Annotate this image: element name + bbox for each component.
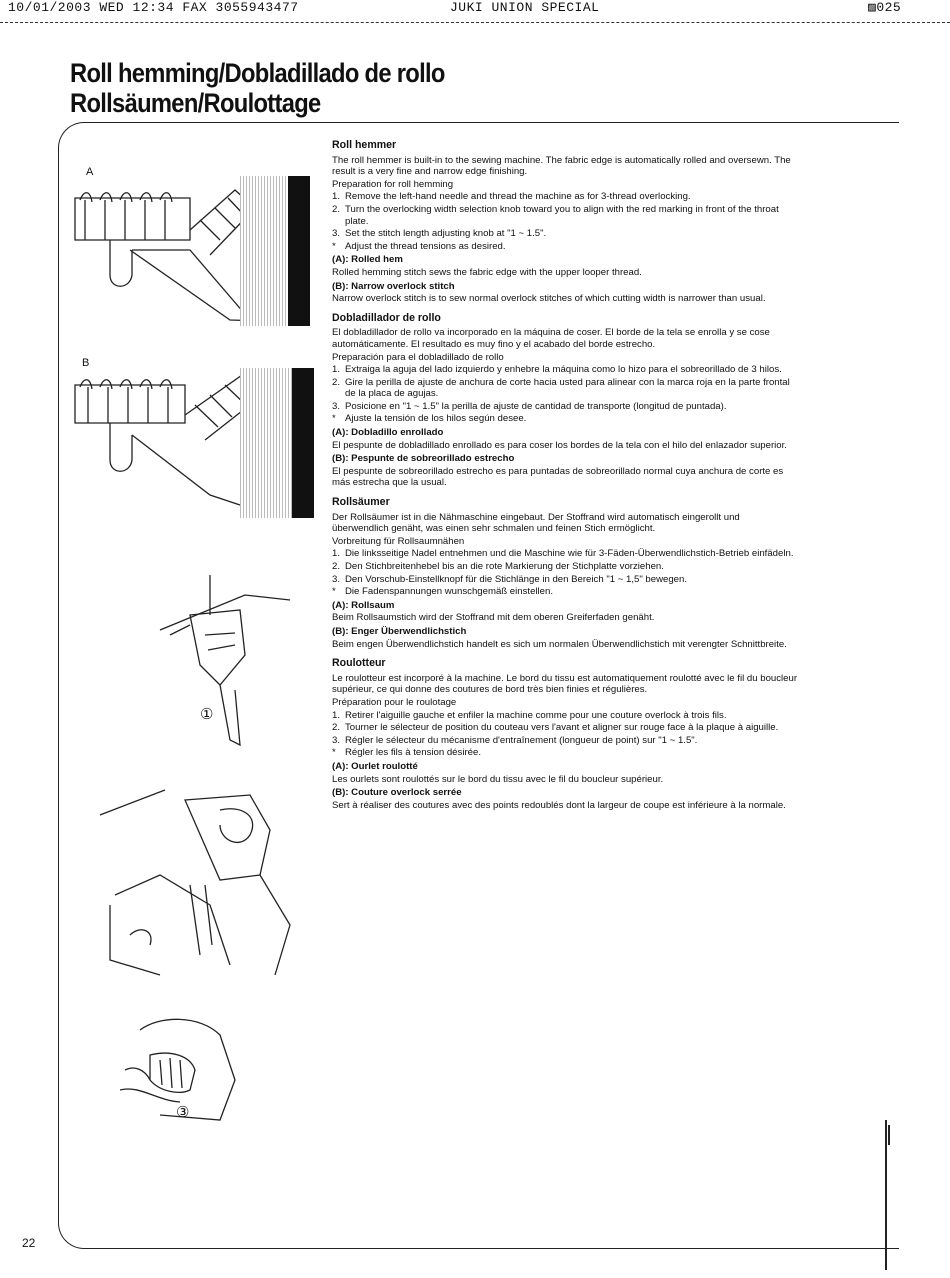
steps-list [332, 364, 798, 425]
section-german [332, 497, 798, 650]
option-a-label: (A): Rolled hem [332, 254, 403, 266]
option-a-label: (A): Rollsaum [332, 599, 395, 611]
steps-list [332, 548, 798, 597]
section-prep: Preparación para el dobladillado de rollo [332, 351, 504, 363]
option-b-text: Beim engen Überwendlichstich handelt es sich um normalen Überwendlichstich mit verengter Schnittbreite. [332, 638, 787, 650]
step-item: * Die Fadenspannungen wunschgemäß einstellen. [332, 586, 553, 598]
option-a-label: (A): Dobladillo enrollado [332, 427, 444, 439]
figure-presser-foot-illustration [150, 575, 300, 755]
option-a-label: (A): Ourlet roulotté [332, 760, 418, 772]
step-item: * Ajuste la tensión de los hilos según desee. [332, 413, 527, 425]
step-item: 1. Retirer l'aiguille gauche et enfiler la machine comme pour une couture overlock à trois fils. [332, 709, 727, 721]
option-b-text: Narrow overlock stitch is to sew normal overlock stitches of which cutting width is narrower than usual. [332, 293, 766, 305]
section-english [332, 140, 798, 305]
section-heading: Dobladillador de rollo [332, 311, 441, 324]
section-intro: Le roulotteur est incorporé à la machine. Le bord du tissu est automatiquement roulotté avec le fil du boucleur supérieur, ce qui donne des coutures de bord très bien finies et régulières. [332, 672, 798, 696]
section-heading: Roulotteur [332, 657, 386, 670]
step-item: 2. Turn the overlocking width selection knob toward you to align with the red marking in front of the throat plate. [332, 203, 779, 227]
option-a-text: Rolled hemming stitch sews the fabric edge with the upper looper thread. [332, 266, 642, 278]
figure-a-fabric-texture [240, 176, 288, 326]
option-a-text: Les ourlets sont roulottés sur le bord du tissu avec le fil du boucleur supérieur. [332, 773, 664, 785]
step-item: 1. Remove the left-hand needle and thread the machine as for 3-thread overlocking. [332, 191, 691, 203]
page-title-line2: Rollsäumen/Roulottage [70, 88, 321, 118]
fax-datetime: 10/01/2003 WED 12:34 FAX 3055943477 [8, 0, 299, 15]
step-item: * Adjust the thread tensions as desired. [332, 240, 506, 252]
callout-3-label: ③ [176, 1104, 190, 1121]
figure-b-label: B [82, 357, 90, 369]
section-intro: Der Rollsäumer ist in die Nähmaschine eingebaut. Der Stoffrand wird automatisch eingerollt und überwendlich genäht, was einen sehr schmalen und feinen Stich ermöglicht. [332, 511, 740, 535]
header-divider [0, 22, 950, 25]
instruction-text-column [332, 140, 798, 819]
page-title-line1: Roll hemming/Dobladillado de rollo [70, 58, 445, 88]
step-item: 2. Den Stichbreitenhebel bis an die rote Markierung der Stichplatte vorziehen. [332, 561, 664, 572]
option-b-text: Sert à réaliser des coutures avec des points redoublés dont la largeur de coupe est inférieure à la normale. [332, 799, 786, 811]
section-heading: Rollsäumer [332, 496, 390, 509]
option-b-label: (B): Enger Überwendlichstich [332, 625, 467, 637]
step-item: 2. Tourner le sélecteur de position du couteau vers l'avant et aligner sur rouge face à la plaque à aiguille. [332, 722, 779, 734]
frame-mark [888, 1125, 890, 1145]
fax-header [0, 0, 950, 20]
figure-a-black-strip [288, 176, 310, 326]
figure-b-black-strip [292, 368, 314, 518]
section-prep: Préparation pour le roulotage [332, 696, 457, 708]
frame-right-rule [885, 1120, 887, 1270]
step-item: * Régler les fils à tension désirée. [332, 747, 481, 759]
step-item: 1. Extraiga la aguja del lado izquierdo y enhebre la máquina como lo hizo para el sobreorillado de 3 hilos. [332, 364, 782, 376]
option-b-label: (B): Couture overlock serrée [332, 787, 462, 799]
section-intro: The roll hemmer is built-in to the sewing machine. The fabric edge is automatically rolled and oversewn. The result is a very fine and narrow edge finishing. [332, 154, 791, 178]
figure-knob-illustration [120, 1010, 260, 1140]
option-a-text: Beim Rollsaumstich wird der Stoffrand mit dem oberen Greiferfaden genäht. [332, 612, 655, 624]
figure-b-fabric-texture [240, 368, 292, 518]
option-b-label: (B): Pespunte de sobreorillado estrecho [332, 453, 515, 465]
figure-a-label: A [86, 166, 94, 178]
step-item: 3. Posicione en "1 ~ 1.5" la perilla de ajuste de cantidad de transporte (longitud de puntada). [332, 400, 727, 412]
step-item: 3. Den Vorschub-Einstellknopf für die Stichlänge in den Bereich "1 ~ 1,5" bewegen. [332, 573, 688, 585]
section-intro: El dobladillador de rollo va incorporado en la máquina de coser. El borde de la tela se enrolla y se cose automáticamente. El resultado es muy fino y el acabado del borde estrecho. [332, 327, 770, 350]
callout-1-label: ① [200, 706, 214, 723]
steps-list [332, 191, 798, 252]
option-b-label: (B): Narrow overlock stitch [332, 280, 455, 292]
step-item: 2. Gire la perilla de ajuste de anchura de corte hacia usted para alinear con la marca roja en la parte frontal de la placa de agujas. [332, 376, 790, 400]
option-b-text: El pespunte de sobreorillado estrecho es para puntadas de sobreorillado normal cuya anchura de corte es más estrecha que la usual. [332, 465, 784, 489]
step-item: 1. Die linksseitige Nadel entnehmen und die Maschine wie für 3-Fäden-Überwendlichstich-Betrieb einfädeln. [332, 548, 794, 560]
section-prep: Preparation for roll hemming [332, 178, 454, 190]
section-french [332, 658, 798, 811]
figure-looper-illustration [100, 785, 310, 980]
section-prep: Vorbreitung für Rollsaumnähen [332, 535, 465, 547]
section-heading: Roll hemmer [332, 139, 397, 151]
section-spanish [332, 313, 798, 489]
steps-list [332, 710, 798, 759]
fax-page: ▨025 [868, 0, 902, 15]
option-a-text: El pespunte de dobladillado enrollado es para coser los bordes de la tela con el hilo del enlazador superior. [332, 439, 787, 451]
fax-company: JUKI UNION SPECIAL [450, 0, 600, 15]
step-item: 3. Régler le sélecteur du mécanisme d'entraînement (longueur de point) sur "1 ~ 1.5". [332, 734, 698, 746]
step-item: 3. Set the stitch length adjusting knob at "1 ~ 1.5". [332, 228, 547, 240]
page-number: 22 [22, 1236, 36, 1250]
